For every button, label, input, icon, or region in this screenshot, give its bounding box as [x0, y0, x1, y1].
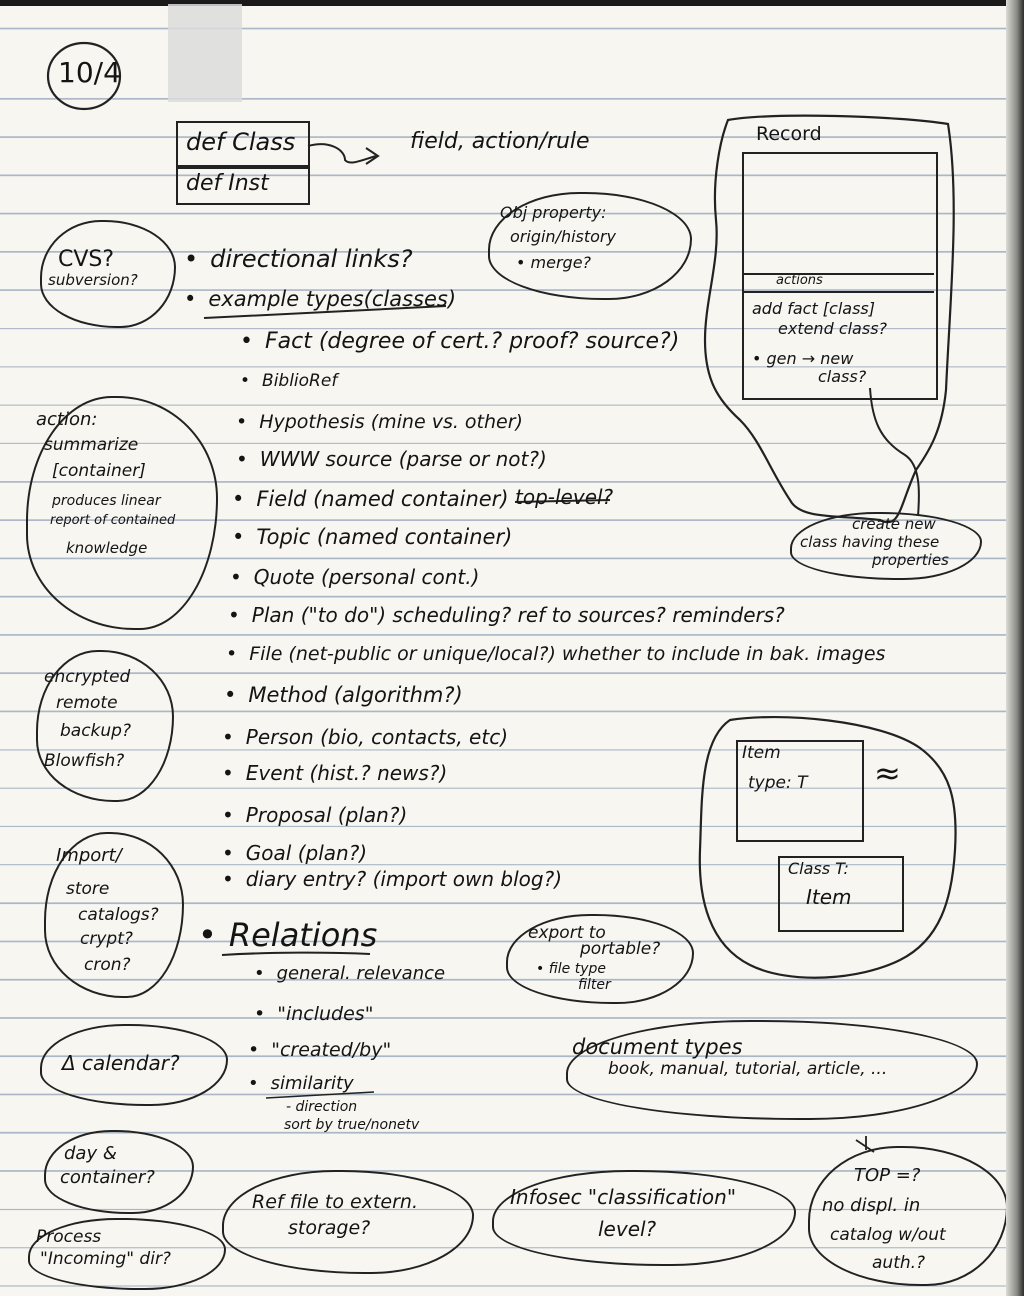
class-box-line2: Item — [806, 885, 852, 909]
encrypted-line3: backup? — [60, 721, 131, 741]
relations-sort: sort by true/nonetv — [284, 1117, 420, 1133]
obj-property-line1: Obj property: — [500, 203, 607, 222]
item-topic: • Topic (named container) — [232, 526, 512, 549]
date-label: 10/4 — [58, 56, 121, 89]
record-actions-divider — [742, 273, 934, 293]
item-field: • Field (named container) — [232, 488, 509, 511]
relations-title: • Relations — [198, 918, 377, 953]
import-line3: catalogs? — [78, 905, 159, 925]
calendar-label: Δ calendar? — [62, 1051, 180, 1075]
process-line2: "Incoming" dir? — [40, 1249, 171, 1269]
field-action-label: field, action/rule — [410, 129, 590, 154]
top-line2: no displ. in — [822, 1195, 921, 1216]
ref-file-line2: storage? — [288, 1217, 371, 1239]
encrypted-line4: Blowfish? — [44, 751, 125, 771]
export-line2: portable? — [580, 939, 661, 959]
relations-general: • general. relevance — [254, 964, 445, 984]
item-biblioref: • BiblioRef — [240, 372, 337, 391]
class-arrow — [308, 144, 376, 162]
item-diary: • diary entry? (import own blog?) — [222, 868, 562, 890]
document-types-line2: book, manual, tutorial, article, ... — [608, 1059, 888, 1079]
item-www: • WWW source (parse or not?) — [236, 448, 547, 470]
obj-property-line2: origin/history — [510, 227, 616, 246]
top-line4: auth.? — [872, 1253, 926, 1273]
create-new-line3: properties — [872, 551, 949, 569]
item-goal: • Goal (plan?) — [222, 842, 367, 864]
item-plan: • Plan ("to do") scheduling? ref to sources? reminders? — [228, 604, 785, 626]
relations-created-by: • "created/by" — [248, 1040, 391, 1061]
top-line1: TOP =? — [854, 1165, 921, 1186]
item-quote: • Quote (personal cont.) — [230, 566, 479, 588]
item-directional: • directional links? — [184, 246, 413, 272]
item-proposal: • Proposal (plan?) — [222, 804, 407, 826]
record-extend-class: extend class? — [778, 319, 888, 338]
infosec-line1: Infosec "classification" — [510, 1185, 737, 1209]
approx-symbol: ≈ — [874, 754, 901, 792]
item-box-line1: Item — [742, 743, 781, 763]
encrypted-line1: encrypted — [44, 667, 131, 687]
def-class-label: def Class — [186, 128, 296, 156]
top-line3: catalog w/out — [830, 1225, 946, 1245]
export-line3: • file type — [536, 961, 606, 977]
relations-includes: • "includes" — [254, 1004, 373, 1025]
cvs-line1: CVS? — [58, 247, 115, 272]
tape-strip — [168, 4, 242, 102]
action-line2: summarize — [44, 435, 139, 455]
import-line5: cron? — [84, 955, 131, 975]
document-types-line1: document types — [572, 1035, 743, 1059]
export-line1: export to — [528, 923, 606, 943]
action-line3: [container] — [52, 461, 146, 481]
relations-similarity: • similarity — [248, 1074, 354, 1094]
item-fact: • Fact (degree of cert.? proof? source?) — [240, 330, 679, 354]
encrypted-line2: remote — [56, 693, 118, 713]
item-hypothesis: • Hypothesis (mine vs. other) — [236, 412, 523, 433]
item-method: • Method (algorithm?) — [224, 684, 463, 707]
ref-file-line1: Ref file to extern. — [252, 1191, 418, 1213]
export-line4: filter — [578, 977, 611, 993]
record-gen-new: • gen → new — [752, 349, 854, 368]
cvs-line2: subversion? — [48, 271, 138, 289]
record-add-fact: add fact [class] — [752, 299, 875, 318]
create-new-line1: create new — [852, 515, 936, 533]
day-container-line1: day & — [64, 1143, 117, 1164]
day-container-line2: container? — [60, 1167, 155, 1188]
relations-direction: - direction — [286, 1099, 358, 1115]
action-line1: action: — [36, 409, 98, 430]
item-file: • File (net-public or unique/local?) whether to include in bak. images — [226, 644, 885, 665]
action-line4: produces linear — [52, 493, 161, 509]
record-title: Record — [756, 123, 822, 145]
class-box-line1: Class T: — [788, 859, 849, 878]
process-line1: Process — [36, 1227, 102, 1247]
action-line6: knowledge — [66, 539, 148, 557]
item-box-line2: type: T — [748, 773, 808, 793]
def-inst-label: def Inst — [186, 171, 269, 196]
import-line2: store — [66, 879, 110, 899]
record-actions-label: actions — [776, 273, 823, 288]
import-line4: crypt? — [80, 929, 133, 949]
infosec-line2: level? — [598, 1217, 657, 1241]
item-top-level: top-level? — [515, 485, 614, 509]
action-line5: report of contained — [50, 513, 176, 528]
record-gen-class: class? — [818, 367, 867, 386]
item-event: • Event (hist.? news?) — [222, 762, 447, 784]
import-line1: Import/ — [56, 845, 122, 866]
item-person: • Person (bio, contacts, etc) — [222, 726, 508, 748]
item-example-types: • example types(classes) — [184, 288, 456, 311]
create-new-line2: class having these — [800, 533, 940, 551]
record-connector — [870, 388, 919, 516]
obj-property-line3: • merge? — [516, 253, 592, 272]
